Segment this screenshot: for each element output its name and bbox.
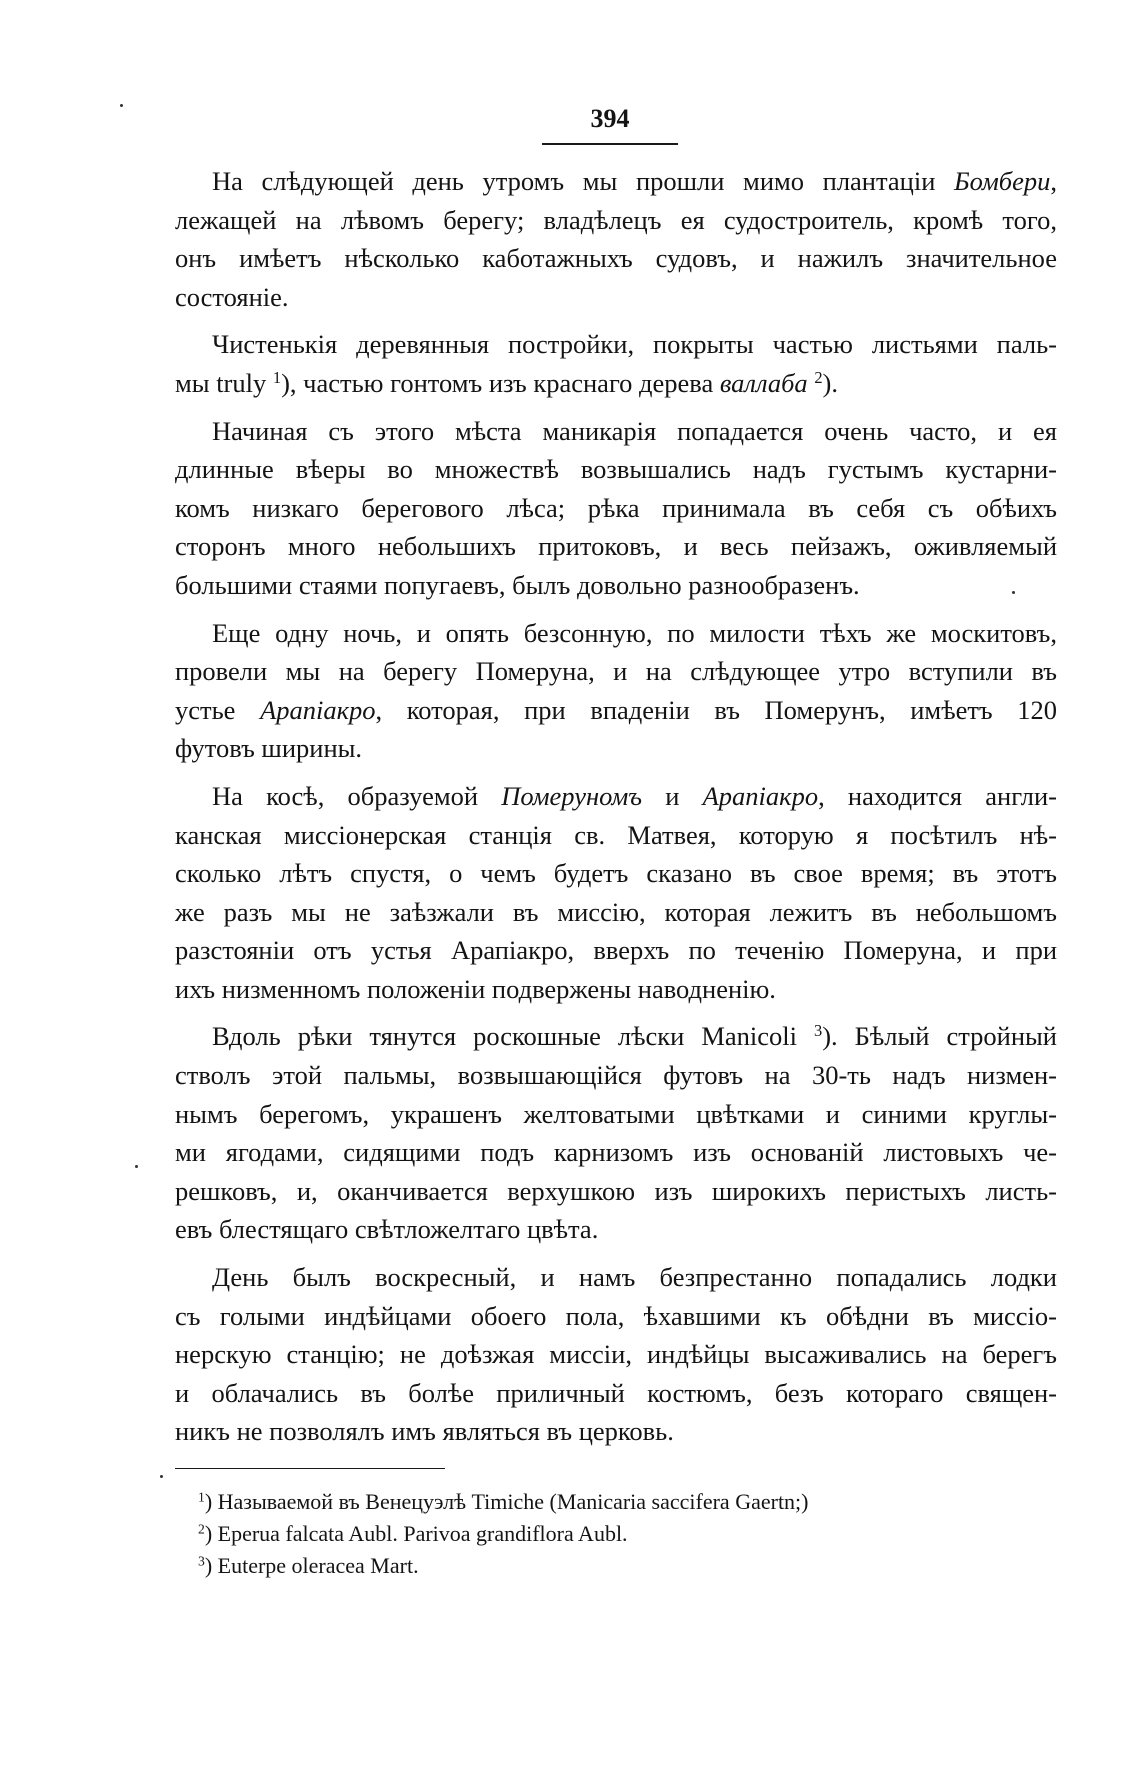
footnote-text: ) Называемой въ Венецуэлѣ Timiche (Manicaria saccifera Gaertn;) [204,1489,809,1514]
italic-text: Арапіакро [260,694,376,725]
text-line [175,162,1057,201]
paragraph [175,325,1057,402]
text-run: ). [822,367,838,398]
text-run: же разъ мы не заѣзжали въ миссію, которая лежитъ въ небольшомъ [175,896,1057,927]
scan-speck [120,104,123,107]
text-run: евъ блестящаго свѣтложелтаго цвѣта. [175,1214,599,1245]
scan-speck [1012,591,1015,594]
text-run: Вдоль рѣки тянутся роскошные лѣски Manicoli [212,1021,815,1052]
text-run: Чистенькія деревянныя постройки, покрыты частью листьями паль- [212,329,1057,360]
text-line [175,729,1057,768]
text-line [175,1017,1057,1056]
text-run: лежащей на лѣвомъ берегу; владѣлецъ ея судостроитель, кромѣ того, [175,204,1057,235]
text-run: , находится англи- [818,780,1057,811]
text-line [175,566,1057,605]
text-run: канская миссіонерская станція св. Матвея, которую я посѣтилъ нѣ- [175,819,1057,850]
text-line [175,278,1057,317]
text-line [175,1056,1057,1095]
text-run: нымъ берегомъ, украшенъ желтоватыми цвѣтками и синими круглы- [175,1098,1057,1129]
scan-speck [135,1165,138,1168]
text-run: нерскую станцію; не доѣзжая миссіи, индѣйцы высаживались на берегъ [175,1339,1057,1370]
text-run: На косѣ, образуемой [212,780,502,811]
scan-speck [160,1475,163,1478]
italic-text: Померуномъ [501,780,643,811]
text-line [175,614,1057,653]
footnotes [198,1486,1058,1582]
footnote-text: ) Euterpe oleracea Mart. [204,1553,419,1578]
text-line [175,1258,1057,1297]
text-line [175,1412,1057,1451]
footnote [198,1518,1058,1550]
text-run: длинные вѣеры во множествѣ возвышались надъ густымъ кустарни- [175,454,1057,485]
text-run: мы truly [175,367,273,398]
text-line [175,854,1057,893]
text-line [175,364,1057,403]
text-run: , которая, при впаденіи въ Померунъ, имѣетъ 120 [375,694,1057,725]
text-run: ), частью гонтомъ изъ краснаго дерева [281,367,720,398]
text-run: Начиная съ этого мѣста маникарія попадается очень часто, и ея [212,415,1057,446]
text-line [175,325,1057,364]
text-run: Еще одну ночь, и опять безсонную, по милости тѣхъ же москитовъ, [212,617,1057,648]
text-line [175,691,1057,730]
footnote-ref: 1 [272,367,282,387]
text-run: устье [175,694,261,725]
italic-text: Бомбери [954,166,1051,196]
text-run: На слѣдующей день утромъ мы прошли мимо плантаціи [212,166,954,196]
text-run: сколько лѣтъ спустя, о чемъ будетъ сказано въ свое время; въ этотъ [175,858,1057,889]
text-line [175,816,1057,855]
text-line [175,931,1057,970]
text-line [175,1210,1057,1249]
text-line [175,527,1057,566]
text-line [175,1172,1057,1211]
text-run: решковъ, и, оканчивается верхушкою изъ широкихъ перистыхъ листь- [175,1175,1057,1206]
text-run: провели мы на берегу Померуна, и на слѣдующее утро вступили въ [175,656,1057,687]
text-run: и [642,780,703,811]
footnote-text: ) Eperua falcata Aubl. Parivoa grandiflora Aubl. [204,1521,628,1546]
text-line [175,1095,1057,1134]
text-line [175,1297,1057,1336]
text-run: сторонъ много небольшихъ притоковъ, и весь пейзажъ, оживляемый [175,531,1057,562]
footnote-mark: 1 [198,1489,205,1505]
text-run: ми ягодами, сидящими подъ карнизомъ изъ основаній листовыхъ че- [175,1137,1057,1168]
text-line [175,412,1057,451]
text-run: и облачались въ болѣе приличный костюмъ, безъ котораго священ- [175,1377,1057,1408]
header-rule [542,143,678,145]
text-run: День былъ воскресный, и намъ безпрестанно попадались лодки [212,1262,1057,1293]
text-line [175,489,1057,528]
text-run: состояніе. [175,281,289,312]
text-line [175,239,1057,278]
text-line [175,652,1057,691]
footnote [198,1486,1058,1518]
body-text [175,162,1057,1460]
footnote-mark: 2 [198,1521,205,1537]
text-line [175,1335,1057,1374]
text-run: разстояніи отъ устья Арапіакро, вверхъ по теченію Померуна, и при [175,935,1057,966]
footnote-ref: 2 [814,367,823,387]
text-run: футовъ ширины. [175,733,363,764]
text-line [175,777,1057,816]
text-run: комъ низкаго берегового лѣса; рѣка принимала въ себя съ обѣихъ [175,492,1057,523]
text-run: стволъ этой пальмы, возвышающійся футовъ на 30-ть надъ низмен- [175,1060,1057,1091]
paragraph [175,1017,1057,1249]
text-run: , [1050,166,1057,196]
text-run: съ голыми индѣйцами обоего пола, ѣхавшими къ обѣдни въ миссіо- [175,1300,1057,1331]
paragraph [175,614,1057,768]
paragraph [175,412,1057,605]
text-line [175,201,1057,240]
footnote [198,1550,1058,1582]
paragraph [175,162,1057,316]
page-number: 394 [590,104,630,133]
italic-text: валлаба [719,367,808,398]
text-run: никъ не позволялъ имъ являться въ церковь. [175,1416,674,1447]
footnote-ref: 3 [814,1021,823,1041]
text-run: ихъ низменномъ положеніи подвержены наводненію. [175,973,776,1004]
text-line [175,1133,1057,1172]
text-line [175,970,1057,1009]
text-run: ). Бѣлый стройный [822,1021,1057,1052]
italic-text: Арапіакро [702,780,819,811]
paragraph [175,777,1057,1009]
text-line [175,450,1057,489]
text-run: онъ имѣетъ нѣсколько каботажныхъ судовъ, и нажилъ значительное [175,243,1057,274]
footnote-rule [175,1468,445,1469]
footnote-mark: 3 [198,1553,205,1569]
text-run: большими стаями попугаевъ, былъ довольно разнообразенъ. [175,569,860,600]
paragraph [175,1258,1057,1451]
text-line [175,1374,1057,1413]
text-line [175,893,1057,932]
